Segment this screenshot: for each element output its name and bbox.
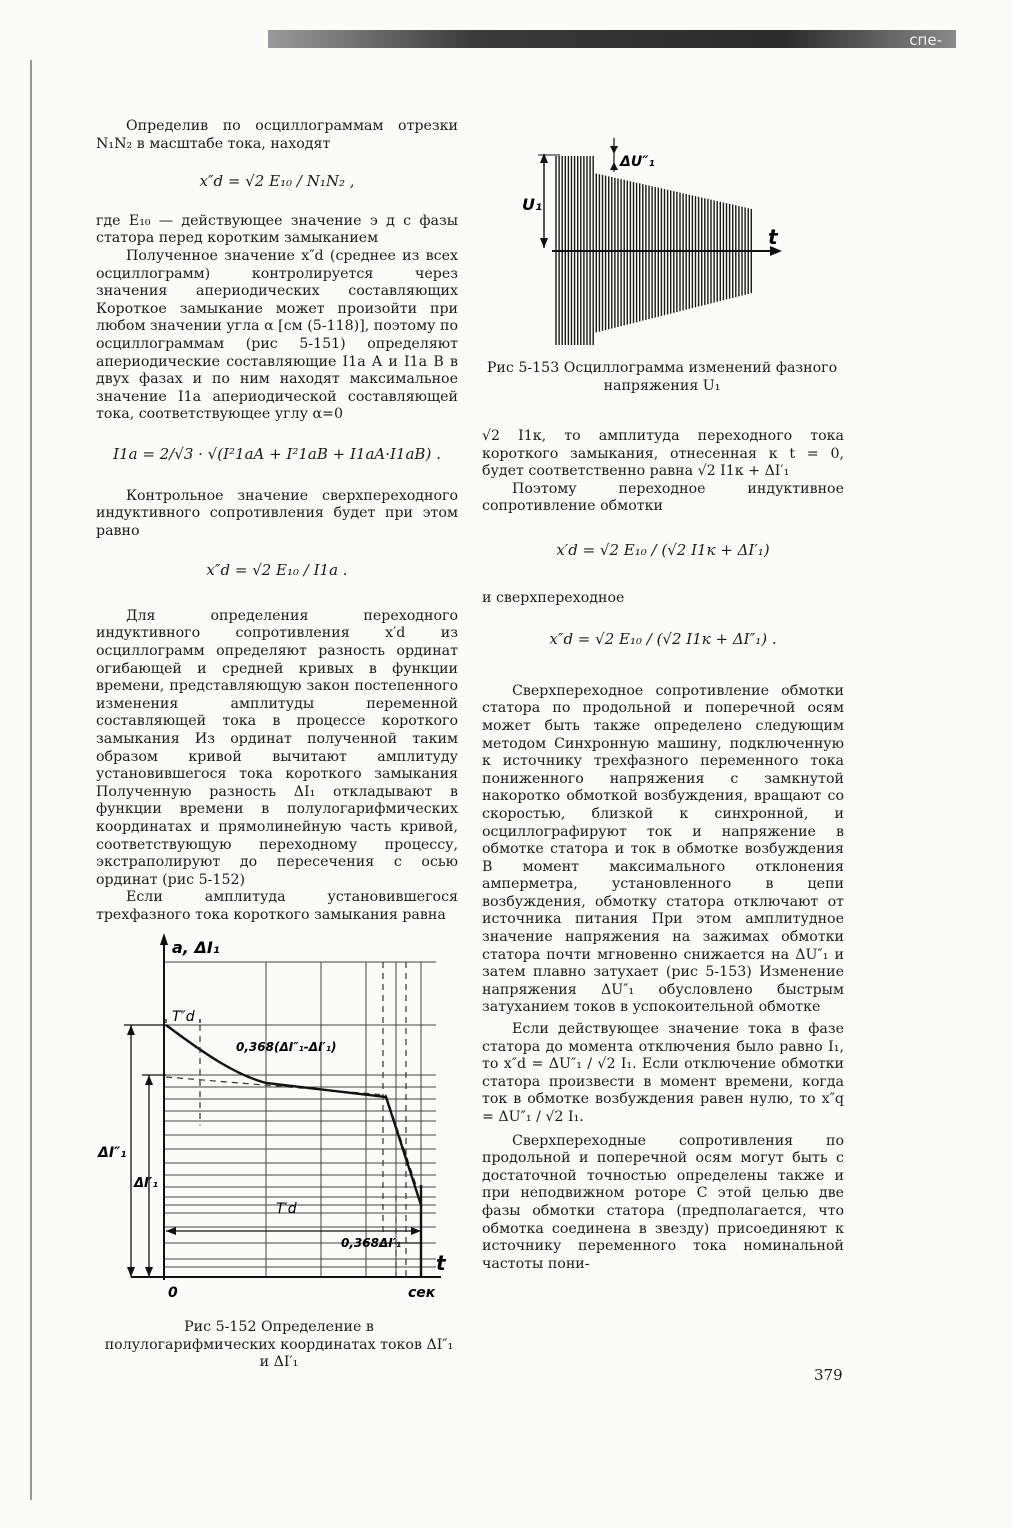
paragraph: Сверхпереходное сопротивление обмотки статора по продольной и поперечной осям может быть также определено следующим методом Синхронную машину, подключенную к источнику трехфазного переменного тока пониженного напряжения с замкнутой накоротко обмоткой возбуждения, вращают со скоростью, близкой к синхронной, и осциллографируют ток и напряжение в обмотке статора и ток в обмотке возбуждения В момент максимального отклонения амперметра, установленного в цепи возбуждения, обмотку статора отключают от источника питания При этом амплитудное значение напряжения на зажимах обмотки статора почти мгновенно снижается на ΔU″₁ и затем плавно затухает (рис 5-153) Изменение напряжения ΔU″₁ обусловлено быстрым затуханием токов в успокоительной обмотке: [482, 682, 844, 1016]
figure-5-153: [512, 120, 812, 352]
paragraph: Поэтому переходное индуктивное сопротивление обмотки: [482, 480, 844, 515]
paragraph: Контрольное значение сверхпереходного индуктивного сопротивления будет при этом равно: [96, 487, 458, 539]
page-header-bar: [268, 30, 956, 48]
paragraph: √2 I1к, то амплитуда переходного тока короткого замыкания, отнесенная к t = 0, будет соответственно равна √2 I1к + ΔI′₁: [482, 428, 844, 480]
left-column: [96, 118, 458, 925]
x-unit-label: сек: [408, 1285, 436, 1301]
figure-5-152-caption: Рис 5-152 Определение в полулогарифмических координатах токов ΔI″₁ и ΔI′₁: [104, 1319, 454, 1371]
x-axis-label: t: [436, 1251, 446, 1275]
annotation-0368-delta-i-prime: 0,368ΔI′₁: [341, 1236, 402, 1250]
paragraph: где E₁₀ — действующее значение э д с фазы статора перед коротким замыканием: [96, 212, 458, 247]
y-axis-label: a, ΔI₁: [172, 938, 220, 957]
formula: x″d = √2 E₁₀ / N₁N₂ ,: [199, 172, 355, 191]
figure-5-153-caption: Рис 5-153 Осциллограмма изменений фазного напряжения U₁: [486, 360, 838, 394]
annotation-0368-difference: 0,368(ΔI″₁-ΔI′₁): [236, 1040, 337, 1054]
paragraph: Если амплитуда установившегося трехфазного тока короткого замыкания равна: [96, 889, 458, 923]
paragraph: Сверхпереходные сопротивления по продольной и поперечной осям могут быть с достаточной точностью определены также и при неподвижном роторе С этой целью две фазы обмотки статора (предполагается, что обмотка соединена в звезду) присоединяют к источнику переменного тока номинальной частоты пони-: [482, 1132, 844, 1272]
formula: x′d = √2 E₁₀ / (√2 I1к + ΔI′₁): [556, 540, 770, 559]
delta-i-prime-label: ΔI′₁: [134, 1176, 159, 1191]
paragraph: Если действующее значение тока в фазе статора до момента отключения было равно I₁, то x″d = ΔU″₁ / √2 I₁. Если отключение обмотки статора произвести в момент времени, когда ток в обмотке возбуждения равен нулю, то x″q = ΔU″₁ / √2 I₁.: [482, 1021, 844, 1125]
t-d-double-prime-label: T″d: [172, 1009, 195, 1025]
origin-label: 0: [168, 1285, 178, 1301]
page-number: 379: [814, 1366, 843, 1384]
running-head: спе-: [909, 31, 942, 49]
formula: x″d = √2 E₁₀ / (√2 I1к + ΔI″₁) .: [549, 630, 777, 649]
delta-u-label: ΔU″₁: [620, 154, 655, 170]
formula: I1a = 2/√3 · √(I²1aA + I²1aB + I1aA·I1aB) .: [113, 444, 441, 463]
figure-5-152: [96, 925, 462, 1310]
paragraph: Полученное значение x″d (среднее из всех осциллограмм) контролируется через значения апериодических составляющих Короткое замыкание может произойти при любом значении угла α [см (5-118)], поэтому по осциллограммам (рис 5-151) определяют апериодические составляющие I1a A и I1a B в двух фазах и по ним находят максимальное значение I1a апериодической составляющей тока, соответствующее углу α=0: [96, 247, 458, 423]
u1-label: U₁: [522, 195, 542, 214]
t-label: t: [768, 225, 778, 249]
paragraph: и сверхпереходное: [482, 589, 625, 606]
right-column: [482, 428, 844, 1273]
paragraph: Определив по осциллограммам отрезки N₁N₂ в масштабе тока, находят: [96, 118, 458, 152]
binding-edge: [30, 60, 32, 1500]
paragraph: Для определения переходного индуктивного сопротивления x′d из осциллограмм определяют разность ординат огибающей и средней кривых в функции времени, представляющую закон постепенного изменения амплитуды переменной составляющей тока в процессе короткого замыкания Из ординат полученной таким образом кривой вычитают амплитуду установившегося тока короткого замыкания Полученную разность ΔI₁ откладывают в функции времени в полулогарифмических координатах и прямолинейную часть кривой, соответствующую переходному процессу, экстраполируют до пересечения с осью ординат (рис 5-152): [96, 607, 458, 888]
t-d-prime-label: T′d: [276, 1201, 297, 1217]
formula: x″d = √2 E₁₀ / I1a .: [206, 561, 348, 580]
delta-i-double-prime-label: ΔI″₁: [98, 1145, 127, 1161]
